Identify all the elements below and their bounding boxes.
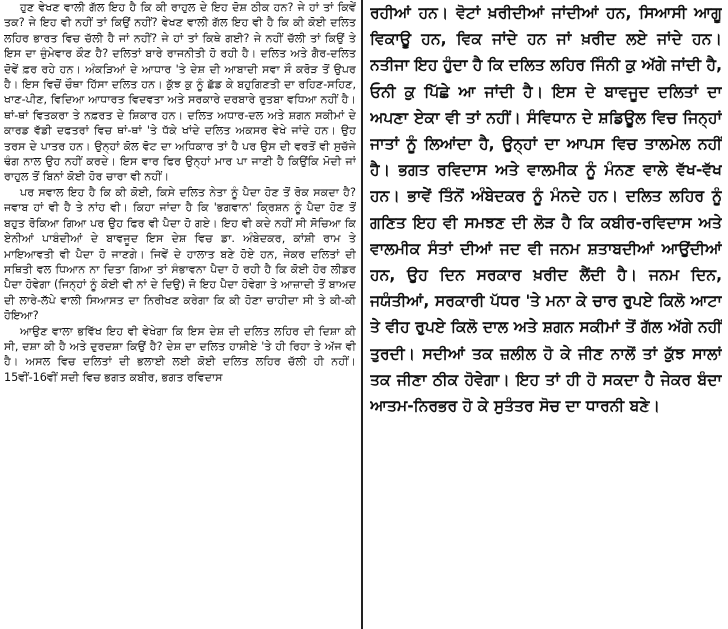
left-text-column xyxy=(4,0,356,629)
right-text-column xyxy=(370,0,722,629)
left-paragraph-2: ਪਰ ਸਵਾਲ ਇਹ ਹੈ ਕਿ ਕੀ ਕੋਈ, ਕਿਸੇ ਦਲਿਤ ਨੇਤਾ ਨੂੰ ਪੈਦਾ ਹੋਣ ਤੋਂ ਰੋਕ ਸਕਦਾ ਹੈ? ਜਵਾਬ ਹਾਂ ਵੀ ਹੈ ਤੇ ਨਾਂਹ ਵੀ। ਕਿਹਾ ਜਾਂਦਾ ਹੈ ਕਿ 'ਭਗਵਾਨ' ਕ੍ਰਿਸ਼ਨ ਨੂੰ ਪੈਦਾ ਹੋਣ ਤੋਂ ਬਹੁਤ ਰੋਕਿਆ ਗਿਆ ਪਰ ਉਹ ਫਿਰ ਵੀ ਪੈਦਾ ਹੋ ਗਏ। ਇਹ ਵੀ ਕਦੇ ਨਹੀਂ ਸੀ ਸੋਚਿਆ ਕਿ ਏਨੀਆਂ ਪਾਬੰਦੀਆਂ ਦੇ ਬਾਵਜੂਦ ਇਸ ਦੇਸ਼ ਵਿਚ ਡਾ. ਅੰਬੇਦਕਰ, ਕਾਂਸ਼ੀ ਰਾਮ ਤੇ ਮਾਇਆਵਤੀ ਵੀ ਪੈਦਾ ਹੋ ਜਾਣਗੇ। ਜਿਵੇਂ ਦੇ ਹਾਲਾਤ ਬਣੇ ਹੋਏ ਹਨ, ਜੇਕਰ ਦਲਿਤਾਂ ਦੀ ਸਥਿਤੀ ਵਲ ਧਿਆਨ ਨਾ ਦਿਤਾ ਗਿਆ ਤਾਂ ਸੰਭਾਵਨਾ ਪੈਦਾ ਹੋ ਰਹੀ ਹੈ ਕਿ ਕੋਈ ਹੋਰ ਲੀਡਰ ਪੈਦਾ ਹੋਵੇਗਾ (ਜਿਨ੍ਹਾਂ ਨੂੰ ਕੋਈ ਵੀ ਨਾਂ ਦੇ ਦਿਉ) ਜੋ ਇਹ ਪੈਦਾ ਹੋਵੇਗਾ ਤੇ ਆਜ਼ਾਦੀ ਤੋਂ ਬਾਅਦ ਦੀ ਲਾਰੇ-ਲੱਪੇ ਵਾਲੀ ਸਿਆਸਤ ਦਾ ਨਿਰੀਖਣ ਕਰੇਗਾ ਕਿ ਕੀ ਹੋਣਾ ਚਾਹੀਦਾ ਸੀ ਤੇ ਕੀ-ਕੀ ਹੋਇਆ? xyxy=(4,185,356,323)
right-paragraph: ਰਹੀਆਂ ਹਨ। ਵੋਟਾਂ ਖ਼ਰੀਦੀਆਂ ਜਾਂਦੀਆਂ ਹਨ, ਸਿਆਸੀ ਆਗੂ ਵਿਕਾਊ ਹਨ, ਵਿਕ ਜਾਂਦੇ ਹਨ ਜਾਂ ਖ਼ਰੀਦ ਲਏ ਜਾਂਦੇ ਹਨ। ਨਤੀਜਾ ਇਹ ਹੁੰਦਾ ਹੈ ਕਿ ਦਲਿਤ ਲਹਿਰ ਜਿੰਨੀ ਕੁ ਅੱਗੇ ਜਾਂਦੀ ਹੈ, ਓਨੀ ਕੁ ਪਿੱਛੇ ਆ ਜਾਂਦੀ ਹੈ। ਇਸ ਦੇ ਬਾਵਜੂਦ ਦਲਿਤਾਂ ਦਾ ਅਪਣਾ ਏਕਾ ਵੀ ਤਾਂ ਨਹੀਂ। ਸੰਵਿਧਾਨ ਦੇ ਸ਼ਡਿਊਲ ਵਿਚ ਜਿਨ੍ਹਾਂ ਜਾਤਾਂ ਨੂੰ ਲਿਆਂਦਾ ਹੈ, ਉਨ੍ਹਾਂ ਦਾ ਆਪਸ ਵਿਚ ਤਾਲਮੇਲ ਨਹੀਂ ਹੈ। ਭਗਤ ਰਵਿਦਾਸ ਅਤੇ ਵਾਲਮੀਕ ਨੂੰ ਮੰਨਣ ਵਾਲੇ ਵੱਖ-ਵੱਖ ਹਨ। ਭਾਵੇਂ ਤਿੰਨੋਂ ਅੰਬੇਦਕਰ ਨੂੰ ਮੰਨਦੇ ਹਨ। ਦਲਿਤ ਲਹਿਰ ਨੂੰ ਗਣਿਤ ਇਹ ਵੀ ਸਮਝਣ ਦੀ ਲੋੜ ਹੈ ਕਿ ਕਬੀਰ-ਰਵਿਦਾਸ ਅਤੇ ਵਾਲਮੀਕ ਸੰਤਾਂ ਦੀਆਂ ਜਦ ਵੀ ਜਨਮ ਸ਼ਤਾਬਦੀਆਂ ਆਉਂਦੀਆਂ ਹਨ, ਉਹ ਦਿਨ ਸਰਕਾਰ ਖ਼ਰੀਦ ਲੈਂਦੀ ਹੈ। ਜਨਮ ਦਿਨ, ਜਯੰਤੀਆਂ, ਸਰਕਾਰੀ ਪੱਧਰ 'ਤੇ ਮਨਾ ਕੇ ਚਾਰ ਰੁਪਏ ਕਿਲੋ ਆਟਾ ਤੇ ਵੀਹ ਰੁਪਏ ਕਿਲੋ ਦਾਲ ਅਤੇ ਸ਼ਗਨ ਸਕੀਮਾਂ ਤੋਂ ਗੱਲ ਅੱਗੇ ਨਹੀਂ ਤੁਰਦੀ। ਸਦੀਆਂ ਤਕ ਜ਼ਲੀਲ ਹੋ ਕੇ ਜੀਣ ਨਾਲੋਂ ਤਾਂ ਕੁੱਝ ਸਾਲਾਂ ਤਕ ਜੀਣਾ ਠੀਕ ਹੋਵੇਗਾ। ਇਹ ਤਾਂ ਹੀ ਹੋ ਸਕਦਾ ਹੈ ਜੇਕਰ ਬੰਦਾ ਆਤਮ-ਨਿਰਭਰ ਹੋ ਕੇ ਸੁਤੰਤਰ ਸੋਚ ਦਾ ਧਾਰਨੀ ਬਣੇ। xyxy=(370,4,722,416)
left-paragraph-1: ਹੁਣ ਵੇਖਣ ਵਾਲੀ ਗੱਲ ਇਹ ਹੈ ਕਿ ਕੀ ਰਾਹੁਲ ਦੇ ਇਹ ਦੋਸ਼ ਠੀਕ ਹਨ? ਜੇ ਹਾਂ ਤਾਂ ਕਿਵੇਂ ਤਕ? ਜੇ ਇਹ ਵੀ ਨਹੀਂ ਤਾਂ ਕਿਉਂ ਨਹੀਂ? ਵੇਖਣ ਵਾਲੀ ਗੱਲ ਇਹ ਵੀ ਹੈ ਕਿ ਕੀ ਕੋਈ ਦਲਿਤ ਲਹਿਰ ਭਾਰਤ ਵਿਚ ਚੱਲੀ ਹੈ ਜਾਂ ਨਹੀਂ? ਜੇ ਹਾਂ ਤਾਂ ਕਿਥੇ ਗਈ? ਜੇ ਨਹੀਂ ਚੱਲੀ ਤਾਂ ਕਿਉਂ ਤੇ ਇਸ ਦਾ ਜ਼ੁੰਮੇਵਾਰ ਕੌਣ ਹੈ? ਦਲਿਤਾਂ ਬਾਰੇ ਰਾਜਨੀਤੀ ਹੋ ਰਹੀ ਹੈ। ਦਲਿਤ ਅਤੇ ਗੈਰ-ਦਲਿਤ ਦੋਵੇਂ ਫ਼ਰ ਰਹੇ ਹਨ। ਅੰਕੜਿਆਂ ਦੇ ਆਧਾਰ 'ਤੇ ਦੇਸ਼ ਦੀ ਆਬਾਦੀ ਸਵਾ ਸੌ ਕਰੋੜ ਤੋਂ ਉਪਰ ਹੈ। ਇਸ ਵਿਚੋਂ ਚੌਥਾ ਹਿੱਸਾ ਦਲਿਤ ਹਨ। ਕੁੱਝ ਕੁ ਨੂੰ ਛੱਡ ਕੇ ਬਹੁਗਿਣਤੀ ਦਾ ਰਹਿਣ-ਸਹਿਣ, ਖਾਣ-ਪੀਣ, ਵਿਦਿਆ ਆਧਾਰਤ ਵਿਦਵਤਾ ਅਤੇ ਸਰਕਾਰੇ ਦਰਬਾਰੇ ਰੁਤਬਾ ਵਧਿਆ ਨਹੀਂ ਹੈ। ਥਾਂ-ਥਾਂ ਵਿਤਕਰਾ ਤੇ ਨਫ਼ਰਤ ਦੇ ਸ਼ਿਕਾਰ ਹਨ। ਦਲਿਤ ਅਧਾਰ-ਦਲ ਅਤੇ ਸ਼ਗਨ ਸਕੀਮਾਂ ਦੇ ਕਾਰਡ ਵੱਡੀ ਦਫਤਰਾਂ ਵਿਚ ਥਾਂ-ਥਾਂ 'ਤੇ ਧੱਕੇ ਖਾਂਦੇ ਦਲਿਤ ਅਕਸਰ ਵੇਖੇ ਜਾਂਦੇ ਹਨ। ਉਹ ਤਰਸ ਦੇ ਪਾਤਰ ਹਨ। ਉਨ੍ਹਾਂ ਕੋਲ ਵੋਟ ਦਾ ਅਧਿਕਾਰ ਤਾਂ ਹੈ ਪਰ ਉਸ ਦੀ ਵਰਤੋਂ ਵੀ ਸੁਚੱਜੇ ਢੰਗ ਨਾਲ ਉਹ ਨਹੀਂ ਕਰਦੇ। ਇਸ ਵਾਰ ਫਿਰ ਉਨ੍ਹਾਂ ਮਾਰ ਪਾ ਜਾਣੀ ਹੈ ਕਿਉਂਕਿ ਮੋਦੀ ਜਾਂ ਰਾਹੁਲ ਤੋਂ ਬਿਨਾਂ ਕੋਈ ਹੋਰ ਚਾਰਾ ਵੀ ਨਹੀਂ। xyxy=(4,1,356,184)
column-divider xyxy=(361,0,363,629)
left-paragraph-3: ਆਉਣ ਵਾਲਾ ਭਵਿੱਖ ਇਹ ਵੀ ਵੇਖੇਗਾ ਕਿ ਇਸ ਦੇਸ਼ ਦੀ ਦਲਿਤ ਲਹਿਰ ਦੀ ਦਿਸ਼ਾ ਕੀ ਸੀ, ਦਸ਼ਾ ਕੀ ਹੈ ਅਤੇ ਦੁਰਦਸ਼ਾ ਕਿਉਂ ਹੈ? ਦੇਸ਼ ਦਾ ਦਲਿਤ ਹਾਸ਼ੀਏ 'ਤੇ ਹੀ ਰਿਹਾ ਤੇ ਅੱਜ ਵੀ ਹੈ। ਅਸਲ ਵਿਚ ਦਲਿਤਾਂ ਦੀ ਭਲਾਈ ਲਈ ਕੋਈ ਦਲਿਤ ਲਹਿਰ ਚੱਲੀ ਹੀ ਨਹੀਂ। 15ਵੀਂ-16ਵੀਂ ਸਦੀ ਵਿਚ ਭਗਤ ਕਬੀਰ, ਭਗਤ ਰਵਿਦਾਸ xyxy=(4,324,356,384)
